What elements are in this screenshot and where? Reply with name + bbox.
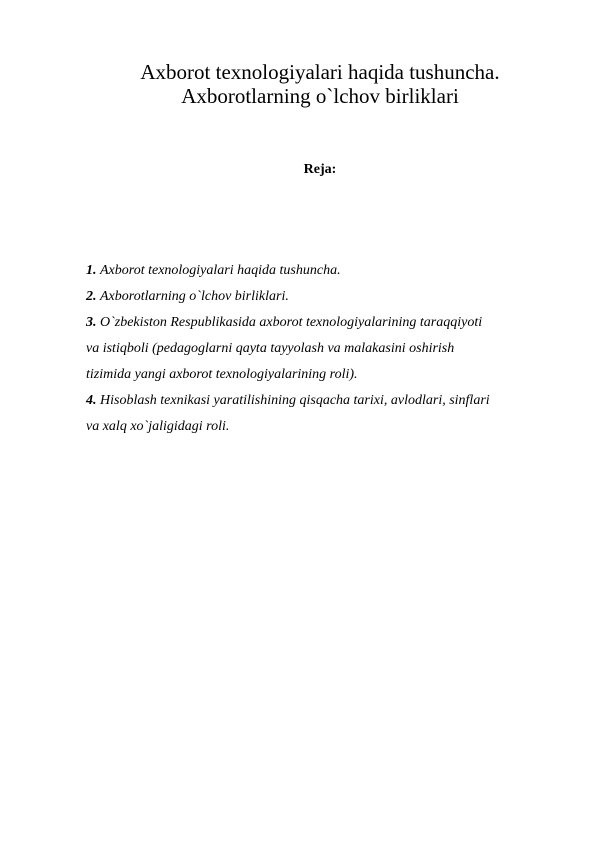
plan-item-text: Axborot texnologiyalari haqida tushuncha. xyxy=(100,263,341,278)
title-line-1: Axborot texnologiyalari haqida tushuncha. xyxy=(140,60,500,84)
plan-item-2 xyxy=(86,284,566,310)
plan-item-1 xyxy=(86,258,566,284)
plan-item-4 xyxy=(86,388,566,414)
plan-item-number: 3. xyxy=(86,315,97,330)
plan-item-text: Hisoblash texnikasi yaratilishining qisqacha tarixi, avlodlari, sinflari xyxy=(100,393,490,408)
plan-item-3 xyxy=(86,310,566,336)
plan-item-number: 4. xyxy=(86,393,97,408)
document-title xyxy=(0,60,596,108)
plan-item-text: Axborotlarning o`lchov birliklari. xyxy=(100,289,289,304)
plan-list xyxy=(86,258,566,440)
plan-item-text: O`zbekiston Respublikasida axborot texnologiyalarining taraqqiyoti xyxy=(100,315,483,330)
plan-item-3-continuation: tizimida yangi axborot texnologiyalarining roli). xyxy=(86,367,358,382)
plan-item-4-continuation: va xalq xo`jaligidagi roli. xyxy=(86,419,230,434)
plan-item-number: 2. xyxy=(86,289,97,304)
plan-item-3-continuation: va istiqboli (pedagoglarni qayta tayyolash va malakasini oshirish xyxy=(86,341,455,356)
plan-item-number: 1. xyxy=(86,263,97,278)
title-line-2: Axborotlarning o`lchov birliklari xyxy=(181,84,459,108)
plan-heading: Reja: xyxy=(303,162,337,177)
